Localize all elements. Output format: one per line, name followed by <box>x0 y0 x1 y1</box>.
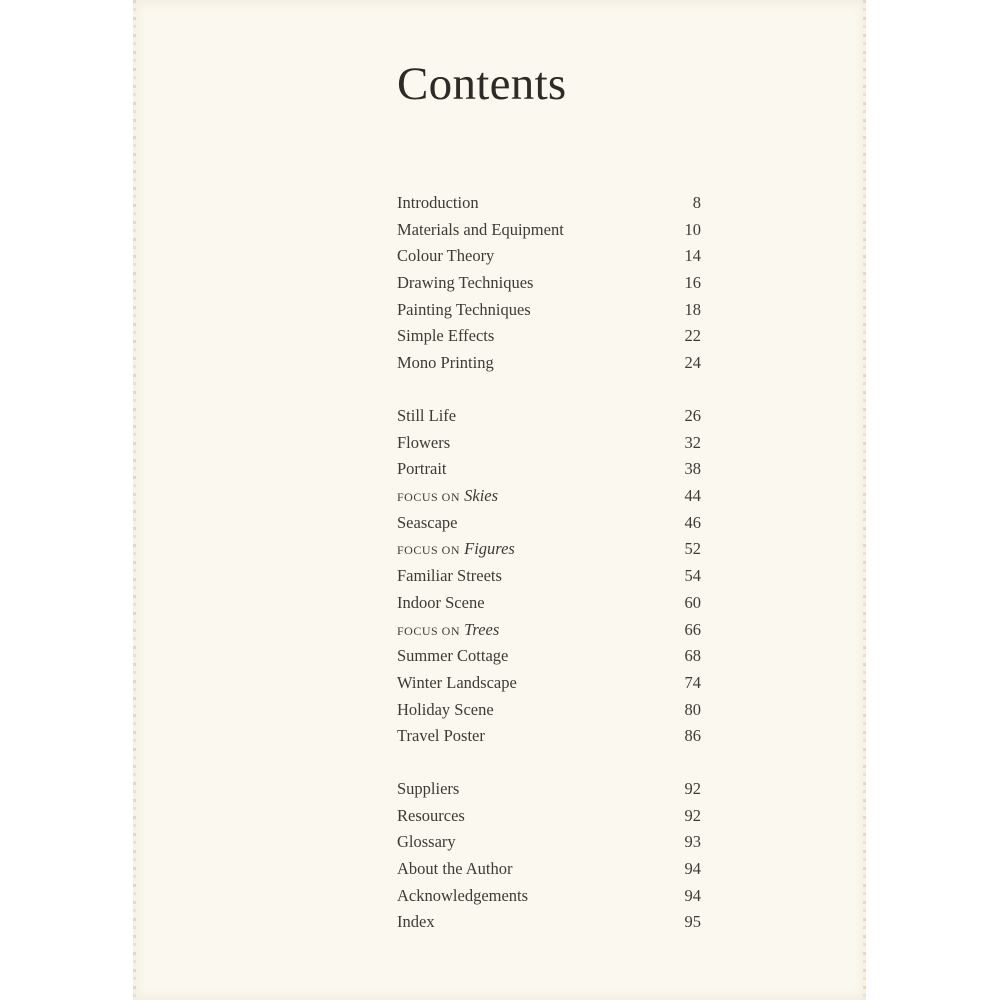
toc-section-projects <box>397 408 701 755</box>
toc-entry-title: Still Life <box>397 406 457 425</box>
toc-entry[interactable] <box>397 432 701 462</box>
toc-entry-title: Suppliers <box>397 779 460 798</box>
toc-entry-title: Mono Printing <box>397 353 494 373</box>
toc-entry-title: Holiday Scene <box>397 699 494 719</box>
toc-entry-title: Flowers <box>397 432 451 452</box>
toc-entry[interactable] <box>397 805 701 835</box>
page-title: Contents <box>397 58 567 110</box>
toc-entry-page: 44 <box>684 486 701 506</box>
focus-prefix: FOCUS ON <box>397 490 461 505</box>
toc-entry-page: 92 <box>684 779 701 798</box>
toc-entry[interactable] <box>397 672 701 702</box>
toc-entry-page: 24 <box>684 353 701 373</box>
toc-entry[interactable] <box>397 195 701 222</box>
toc-section-back-matter <box>397 781 701 941</box>
toc-entry[interactable] <box>397 592 701 622</box>
toc-entry-page: 66 <box>684 619 701 639</box>
toc-entry[interactable] <box>397 355 701 382</box>
toc-entry-title: Resources <box>397 805 465 825</box>
toc-entry-title: Winter Landscape <box>397 672 517 692</box>
toc-entry-title: Summer Cottage <box>397 646 509 666</box>
toc-entry[interactable] <box>397 781 701 808</box>
toc-entry-focus[interactable] <box>397 488 701 515</box>
toc-entry[interactable] <box>397 248 701 275</box>
toc-entry-title <box>397 619 500 639</box>
toc-entry-focus[interactable] <box>397 541 701 568</box>
toc-entry-page: 94 <box>684 859 701 879</box>
focus-prefix: FOCUS ON <box>397 623 461 638</box>
toc-entry-title: Drawing Techniques <box>397 273 534 293</box>
toc-entry-page: 46 <box>684 512 701 532</box>
toc-entry-page: 16 <box>684 273 701 293</box>
toc-entry-title: About the Author <box>397 859 513 879</box>
toc-entry[interactable] <box>397 728 701 755</box>
focus-topic: Trees <box>464 619 500 639</box>
toc-entry-page: 92 <box>684 805 701 825</box>
toc-entry-title: Colour Theory <box>397 246 495 266</box>
toc-entry[interactable] <box>397 699 701 729</box>
toc-entry-page: 68 <box>684 646 701 666</box>
toc-entry-page: 52 <box>684 539 701 559</box>
toc-entry-page: 8 <box>692 193 701 212</box>
focus-prefix: FOCUS ON <box>397 543 461 558</box>
toc-entry-title: Materials and Equipment <box>397 219 564 239</box>
toc-entry-page: 38 <box>684 459 701 479</box>
toc-entry-page: 54 <box>684 566 701 586</box>
toc-entry-title: Glossary <box>397 832 456 852</box>
toc-section-techniques <box>397 195 701 382</box>
toc-entry[interactable] <box>397 568 701 595</box>
toc-entry-focus[interactable] <box>397 619 701 649</box>
toc-entry-title: Indoor Scene <box>397 592 485 612</box>
toc-entry-title: Introduction <box>397 193 479 212</box>
toc-entry-title: Simple Effects <box>397 326 495 346</box>
toc-entry[interactable] <box>397 885 701 915</box>
focus-topic: Skies <box>464 486 499 506</box>
toc-entry-title: Painting Techniques <box>397 299 531 319</box>
toc-entry[interactable] <box>397 408 701 435</box>
toc-entry-page: 74 <box>684 672 701 692</box>
toc-entry[interactable] <box>397 275 701 302</box>
deckled-edge-right <box>863 0 866 1000</box>
toc-entry[interactable] <box>397 861 701 888</box>
toc-entry[interactable] <box>397 512 701 542</box>
toc-entry[interactable] <box>397 328 701 355</box>
toc-entry-title: Seascape <box>397 512 458 532</box>
toc-entry-page: 18 <box>684 299 701 319</box>
toc-entry-title <box>397 488 498 505</box>
toc-entry-title <box>397 541 515 558</box>
toc-entry[interactable] <box>397 461 701 488</box>
toc-entry-page: 80 <box>684 699 701 719</box>
toc-entry-page: 32 <box>684 432 701 452</box>
toc-entry-title: Travel Poster <box>397 726 485 746</box>
toc-entry-title: Portrait <box>397 459 447 479</box>
toc-entry-title: Index <box>397 912 435 932</box>
toc-entry-page: 94 <box>684 885 701 905</box>
toc-entry-page: 22 <box>684 326 701 346</box>
toc-entry-title: Acknowledgements <box>397 885 529 905</box>
deckled-edge-left <box>133 0 136 1000</box>
toc-entry-page: 95 <box>684 912 701 932</box>
toc-entry-page: 93 <box>684 832 701 852</box>
toc-entry-page: 26 <box>684 406 701 425</box>
toc-entry-page: 10 <box>684 219 701 239</box>
toc-entry-page: 60 <box>684 592 701 612</box>
focus-topic: Figures <box>464 539 515 559</box>
toc-entry[interactable] <box>397 219 701 249</box>
toc-entry-page: 86 <box>684 726 701 746</box>
toc-entry-title: Familiar Streets <box>397 566 502 586</box>
toc-entry[interactable] <box>397 299 701 329</box>
toc-entry[interactable] <box>397 834 701 861</box>
toc-entry[interactable] <box>397 648 701 675</box>
toc-entry-page: 14 <box>684 246 701 266</box>
toc-entry[interactable] <box>397 914 701 941</box>
